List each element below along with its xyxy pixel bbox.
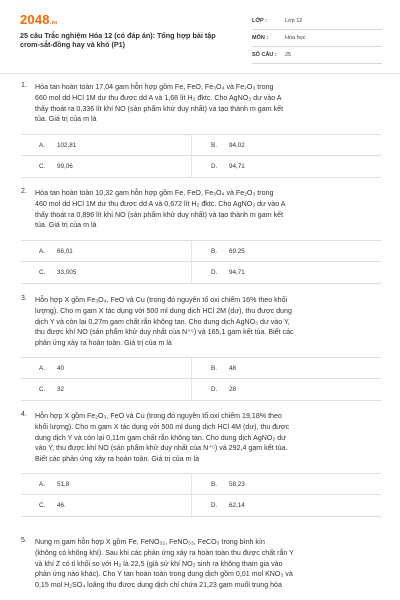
- choice-b[interactable]: [211, 241, 245, 261]
- info-row-subject: [252, 30, 382, 47]
- choice-a[interactable]: [39, 241, 73, 261]
- choice-letter: A.: [39, 480, 45, 488]
- choice-text: 69,25: [229, 247, 245, 255]
- choice-text: 32: [57, 385, 65, 393]
- question-line: Hòa tan hoàn toàn 10,32 gam hỗn hợp gồm Fe, FeO, Fe₃O₄ và Fe₂O₃ trong: [35, 189, 274, 197]
- choice-c[interactable]: [39, 495, 66, 515]
- question-line: Hỗn hợp X gồm Fe₂O₃, FeO và Cu (trong đó nguyên tố oxi chiếm 19,18% theo: [35, 412, 282, 420]
- question-line: Biết các phản ứng xảy ra hoàn toàn. Giá trị của m là: [35, 455, 200, 464]
- question-line: và khí Z có tỉ khối so với H₂ là 22,5 (giả sử khí NO₂ sinh ra không tham gia vào: [35, 559, 283, 568]
- choice-a[interactable]: [39, 358, 64, 378]
- question-line: phản ứng xảy ra hoàn toàn. Giá trị của m là: [35, 339, 172, 348]
- choice-letter: A.: [39, 364, 45, 372]
- subject-label: MÔN :: [252, 35, 269, 41]
- choice-divider: [21, 155, 381, 156]
- choice-divider: [21, 283, 381, 284]
- question-line: thấy thoát ra 0,336 lít khí NO (sản phẩm khử duy nhất) và tạo thành m gam kết: [35, 104, 284, 113]
- choice-text: 58,23: [229, 480, 245, 488]
- choice-text: 94,71: [229, 162, 245, 170]
- question-line: khối lượng). Cho m gam X tác dụng với 500 ml dung dịch HCl 4M (dư), thu được: [35, 422, 290, 431]
- question-line: 660 mol dd HCl 1M dư thu được dd A và 1,68 lít H₂ đktc. Cho AgNO₃ dư vào A: [35, 93, 282, 102]
- question-line: Nung m gam hỗn hợp X gồm Fe, FeNO₃₂, FeNO₃₃, FeCO₃ trong bình kín: [35, 538, 265, 546]
- class-value: Lớp 12: [285, 18, 303, 24]
- question-line: dung dịch Y và còn lại 0,11m gam chất rắn không tan. Cho dung dịch AgNO₃ dư: [35, 433, 286, 442]
- info-row-class: [252, 13, 382, 30]
- count-value: 25: [285, 52, 292, 58]
- info-row-count: [252, 47, 382, 64]
- choice-d[interactable]: [211, 156, 245, 176]
- class-label: LỚP :: [252, 18, 267, 24]
- choice-text: 33,005: [57, 268, 77, 276]
- question-line: thấy thoát ra 0,896 lít khí NO (sản phẩm khử duy nhất) và tạo thành m gam kết: [35, 210, 284, 219]
- question-line: dịch Y và còn lại 0,27m gam chất rắn không tan. Cho dung dịch AgNO₃ dư vào Y,: [35, 317, 290, 326]
- choice-separator: [191, 473, 192, 516]
- choice-c[interactable]: [39, 379, 64, 399]
- question-text: [35, 82, 377, 125]
- choice-letter: D.: [211, 268, 218, 276]
- choice-b[interactable]: [211, 474, 245, 494]
- choice-letter: B.: [211, 141, 217, 149]
- question-line: thu được khí NO (sản phẩm khử duy nhất của N⁺⁵) và 165,1 gam kết tủa. Biết các: [35, 328, 294, 337]
- logo-sub: .vn: [49, 20, 58, 26]
- question-number: 3.: [21, 295, 27, 302]
- logo-main: 2048: [20, 12, 50, 27]
- choice-text: 40: [57, 364, 65, 372]
- choice-text: 99,06: [57, 162, 73, 170]
- choice-text: 28: [229, 385, 237, 393]
- choice-letter: A.: [39, 141, 45, 149]
- choice-letter: B.: [211, 247, 217, 255]
- question-number: 5.: [21, 537, 27, 544]
- question-number: 2.: [21, 188, 27, 195]
- question-line: lượng). Cho m gam X tác dụng với 500 ml dung dịch HCl 2M (dư), thu được dung: [35, 306, 292, 315]
- choice-c[interactable]: [39, 156, 73, 176]
- choice-a[interactable]: [39, 135, 76, 155]
- choice-text: 48: [229, 364, 237, 372]
- choice-letter: D.: [211, 162, 218, 170]
- choice-letter: C.: [39, 501, 46, 509]
- question-text: [35, 188, 377, 231]
- choice-text: 102,81: [57, 141, 77, 149]
- question-line: Hỗn hợp X gồm Fe₃O₄, FeO và Cu (trong đó nguyên tố oxi chiếm 16% theo khối: [35, 296, 288, 304]
- choice-text: 51,8: [57, 480, 70, 488]
- question-number: 1.: [21, 82, 27, 89]
- choice-letter: C.: [39, 162, 46, 170]
- choice-letter: D.: [211, 385, 218, 393]
- choice-letter: B.: [211, 364, 217, 372]
- choice-divider: [21, 240, 381, 241]
- choice-divider: [21, 473, 381, 474]
- choice-b[interactable]: [211, 135, 245, 155]
- choice-divider: [21, 357, 381, 358]
- choice-letter: C.: [39, 268, 46, 276]
- question-line: tủa. Giá trị của m là: [35, 115, 97, 124]
- question-text: [35, 537, 377, 591]
- count-label: SỐ CÂU :: [252, 52, 277, 58]
- choice-text: 62,14: [229, 501, 245, 509]
- choice-separator: [191, 357, 192, 400]
- question-line: 460 mol dd HCl 1M dư thu được dd A và 0,672 lít H₂ đktc. Cho AgNO₃ dư vào A: [35, 199, 286, 208]
- choice-divider: [21, 516, 381, 517]
- choice-d[interactable]: [211, 495, 245, 515]
- question-line: Hòa tan hoàn toàn 17,04 gam hỗn hợp gồm Fe, FeO, Fe₃O₄ và Fe₂O₃ trong: [35, 83, 274, 91]
- choice-b[interactable]: [211, 358, 236, 378]
- choice-letter: C.: [39, 385, 46, 393]
- choice-d[interactable]: [211, 379, 236, 399]
- choice-letter: D.: [211, 501, 218, 509]
- page-title: 25 câu Trắc nghiệm Hóa 12 (có đáp án): Tổng hợp bài tập crom-sắt-đồng hay và khó (P1): [20, 31, 216, 49]
- choice-divider: [21, 378, 381, 379]
- choice-c[interactable]: [39, 262, 76, 282]
- choice-text: 94,02: [229, 141, 245, 149]
- question-line: tủa. Giá trị của m là: [35, 221, 97, 230]
- info-panel: [252, 13, 382, 64]
- question-text: [35, 411, 377, 465]
- question-text: [35, 295, 377, 349]
- choice-divider: [21, 494, 381, 495]
- choice-d[interactable]: [211, 262, 245, 282]
- choice-divider: [21, 177, 381, 178]
- choice-text: 66,01: [57, 247, 73, 255]
- header-divider: [0, 73, 400, 74]
- question-line: (không có không khí). Sau khi các phản ứng xảy ra hoàn toàn thu được chất rắn Y: [35, 548, 294, 557]
- choice-separator: [191, 240, 192, 283]
- choice-text: 46.: [57, 501, 66, 509]
- choice-letter: A.: [39, 247, 45, 255]
- choice-text: 94,71: [229, 268, 245, 276]
- choice-divider: [21, 400, 381, 401]
- choice-a[interactable]: [39, 474, 69, 494]
- question-line: phản ứng nào khác). Cho Y tan hoàn toàn trong dung dịch gồm 0,01 mol KNO₃ và: [35, 570, 293, 579]
- question-line: 0,15 mol H₂SO₄ loãng thu được dung dịch chỉ chứa 21,23 gam muối trung hòa: [35, 581, 282, 590]
- subject-value: Hóa học: [285, 35, 306, 41]
- choice-letter: B.: [211, 480, 217, 488]
- choice-separator: [191, 134, 192, 177]
- question-line: vào Y, thu được khí NO (sản phẩm khử duy nhất của N⁺⁵) và 292,4 gam kết tủa.: [35, 444, 288, 453]
- question-number: 4.: [21, 411, 27, 418]
